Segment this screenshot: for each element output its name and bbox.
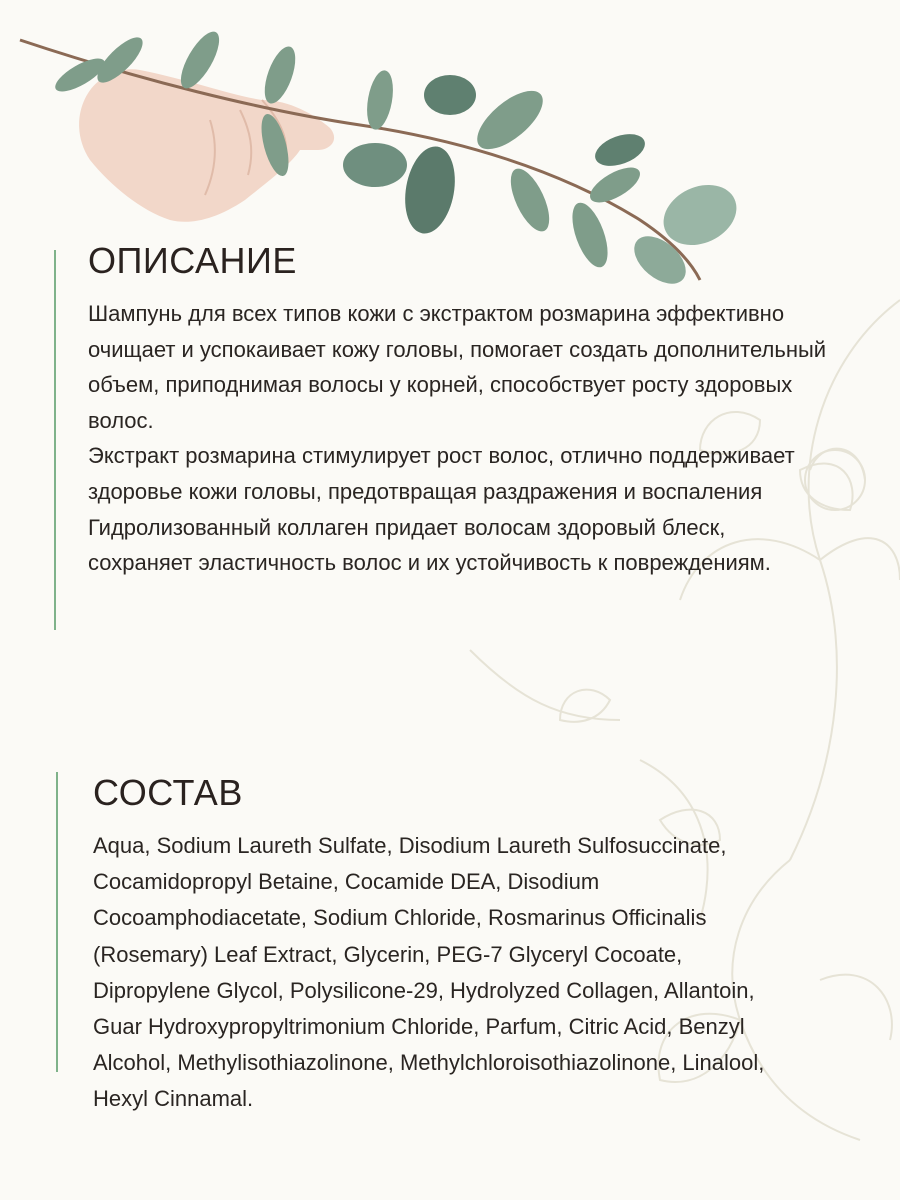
composition-section: [56, 772, 796, 1162]
composition-accent-line: [56, 772, 58, 1072]
description-paragraph: Экстракт розмарина стимулирует рост волос, отлично поддерживает здоровье кожи головы, предотвращая раздражения и воспаления: [88, 443, 795, 504]
description-body: [88, 296, 834, 581]
description-paragraph: Гидролизованный коллаген придает волосам здоровый блеск, сохраняет эластичность волос и их устойчивость к повреждениям.: [88, 514, 771, 576]
composition-text: Aqua, Sodium Laureth Sulfate, Disodium Laureth Sulfosuccinate, Cocamidopropyl Betaine, Cocamide DEA, Disodium Cocoamphodiacetate, Sodium Chloride, Rosmarinus Officinalis (Rosemary) Leaf Extract, Glycerin, PEG-7 Glyceryl Cocoate, Dipropylene Glycol, Polysilicone-29, Hydrolyzed Collagen, Allantoin, Guar Hydroxypropyltrimonium Chloride, Parfum, Citric Acid, Benzyl Alcohol, Methylisothiazolinone, Methylchloroisothiazolinone, Linalool, Hexyl Cinnamal.: [93, 833, 765, 1112]
description-title: ОПИСАНИЕ: [88, 240, 297, 281]
description-accent-line: [54, 250, 56, 630]
description-section: [54, 240, 834, 640]
description-paragraph: Шампунь для всех типов кожи с экстрактом розмарина эффективно очищает и успокаивает кожу головы, помогает создать дополнительный объем, приподнимая волосы у корней, способствует росту здоровых волос.: [88, 301, 827, 433]
composition-title: СОСТАВ: [93, 772, 243, 813]
hand-illustration: [79, 69, 334, 222]
